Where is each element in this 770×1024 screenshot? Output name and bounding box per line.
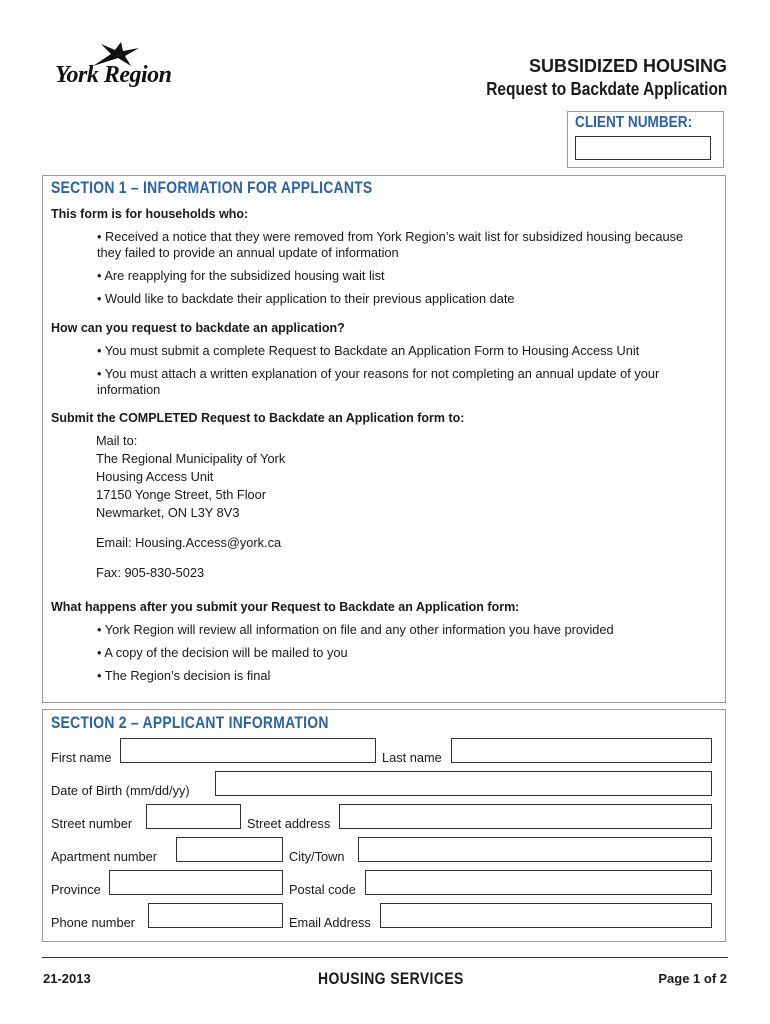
household-item: • Are reapplying for the subsidized housing wait list bbox=[97, 268, 385, 283]
page-title: SUBSIDIZED HOUSING bbox=[528, 56, 727, 76]
after-item: • York Region will review all information on file and any other information you have provided bbox=[97, 622, 614, 637]
page-subtitle: Request to Backdate Application bbox=[485, 79, 727, 99]
section-1-title: SECTION 1 – INFORMATION FOR APPLICANTS bbox=[51, 178, 373, 197]
dob-input[interactable] bbox=[215, 771, 712, 796]
client-number-input[interactable] bbox=[575, 136, 711, 160]
household-item: • Received a notice that they were removed from York Region’s wait list for subsidized housing because they failed to provide an annual update of information bbox=[97, 229, 684, 260]
street-address-input[interactable] bbox=[339, 804, 712, 829]
last-name-label: Last name bbox=[382, 750, 442, 765]
first-name-input[interactable] bbox=[120, 738, 376, 763]
postal-code-label: Postal code bbox=[289, 882, 356, 897]
address-line: Mail to: bbox=[96, 433, 138, 448]
submit-heading: Submit the COMPLETED Request to Backdate an Application form to: bbox=[51, 411, 465, 425]
footer-divider bbox=[42, 957, 728, 958]
province-label: Province bbox=[51, 882, 101, 897]
address-line: Newmarket, ON L3Y 8V3 bbox=[96, 505, 240, 520]
dob-label: Date of Birth (mm/dd/yy) bbox=[51, 783, 190, 798]
email-input[interactable] bbox=[380, 903, 712, 928]
form-number: 21-2013 bbox=[43, 971, 91, 986]
city-input[interactable] bbox=[358, 837, 712, 862]
how-heading: How can you request to backdate an application? bbox=[51, 321, 345, 335]
email-label: Email Address bbox=[289, 915, 371, 930]
first-name-label: First name bbox=[51, 750, 112, 765]
page-number: Page 1 of 2 bbox=[658, 971, 727, 986]
province-input[interactable] bbox=[109, 870, 283, 895]
last-name-input[interactable] bbox=[451, 738, 712, 763]
after-item: • The Region’s decision is final bbox=[97, 668, 271, 683]
apartment-number-input[interactable] bbox=[176, 837, 283, 862]
apartment-number-label: Apartment number bbox=[51, 849, 157, 864]
york-region-logo bbox=[55, 40, 195, 95]
address-line: The Regional Municipality of York bbox=[96, 451, 286, 466]
postal-code-input[interactable] bbox=[365, 870, 712, 895]
logo-text: York Region bbox=[55, 62, 172, 88]
phone-label: Phone number bbox=[51, 915, 135, 930]
phone-input[interactable] bbox=[148, 903, 283, 928]
street-number-label: Street number bbox=[51, 816, 133, 831]
city-label: City/Town bbox=[289, 849, 345, 864]
address-line: Housing Access Unit bbox=[96, 469, 214, 484]
how-item: • You must attach a written explanation of your reasons for not completing an annual update of your information bbox=[97, 366, 660, 397]
street-address-label: Street address bbox=[247, 816, 331, 831]
client-number-label: CLIENT NUMBER: bbox=[575, 114, 693, 131]
department-name: HOUSING SERVICES bbox=[318, 969, 464, 988]
street-number-input[interactable] bbox=[146, 804, 241, 829]
section-2-title: SECTION 2 – APPLICANT INFORMATION bbox=[51, 713, 329, 732]
fax-contact: Fax: 905-830-5023 bbox=[96, 565, 205, 580]
how-item: • You must submit a complete Request to Backdate an Application Form to Housing Access Unit bbox=[97, 343, 640, 358]
after-heading: What happens after you submit your Request to Backdate an Application form: bbox=[51, 600, 520, 614]
after-item: • A copy of the decision will be mailed to you bbox=[97, 645, 348, 660]
household-item: • Would like to backdate their application to their previous application date bbox=[97, 291, 515, 306]
households-heading: This form is for households who: bbox=[51, 207, 249, 221]
address-line: 17150 Yonge Street, 5th Floor bbox=[96, 487, 267, 502]
email-contact: Email: Housing.Access@york.ca bbox=[96, 535, 282, 550]
